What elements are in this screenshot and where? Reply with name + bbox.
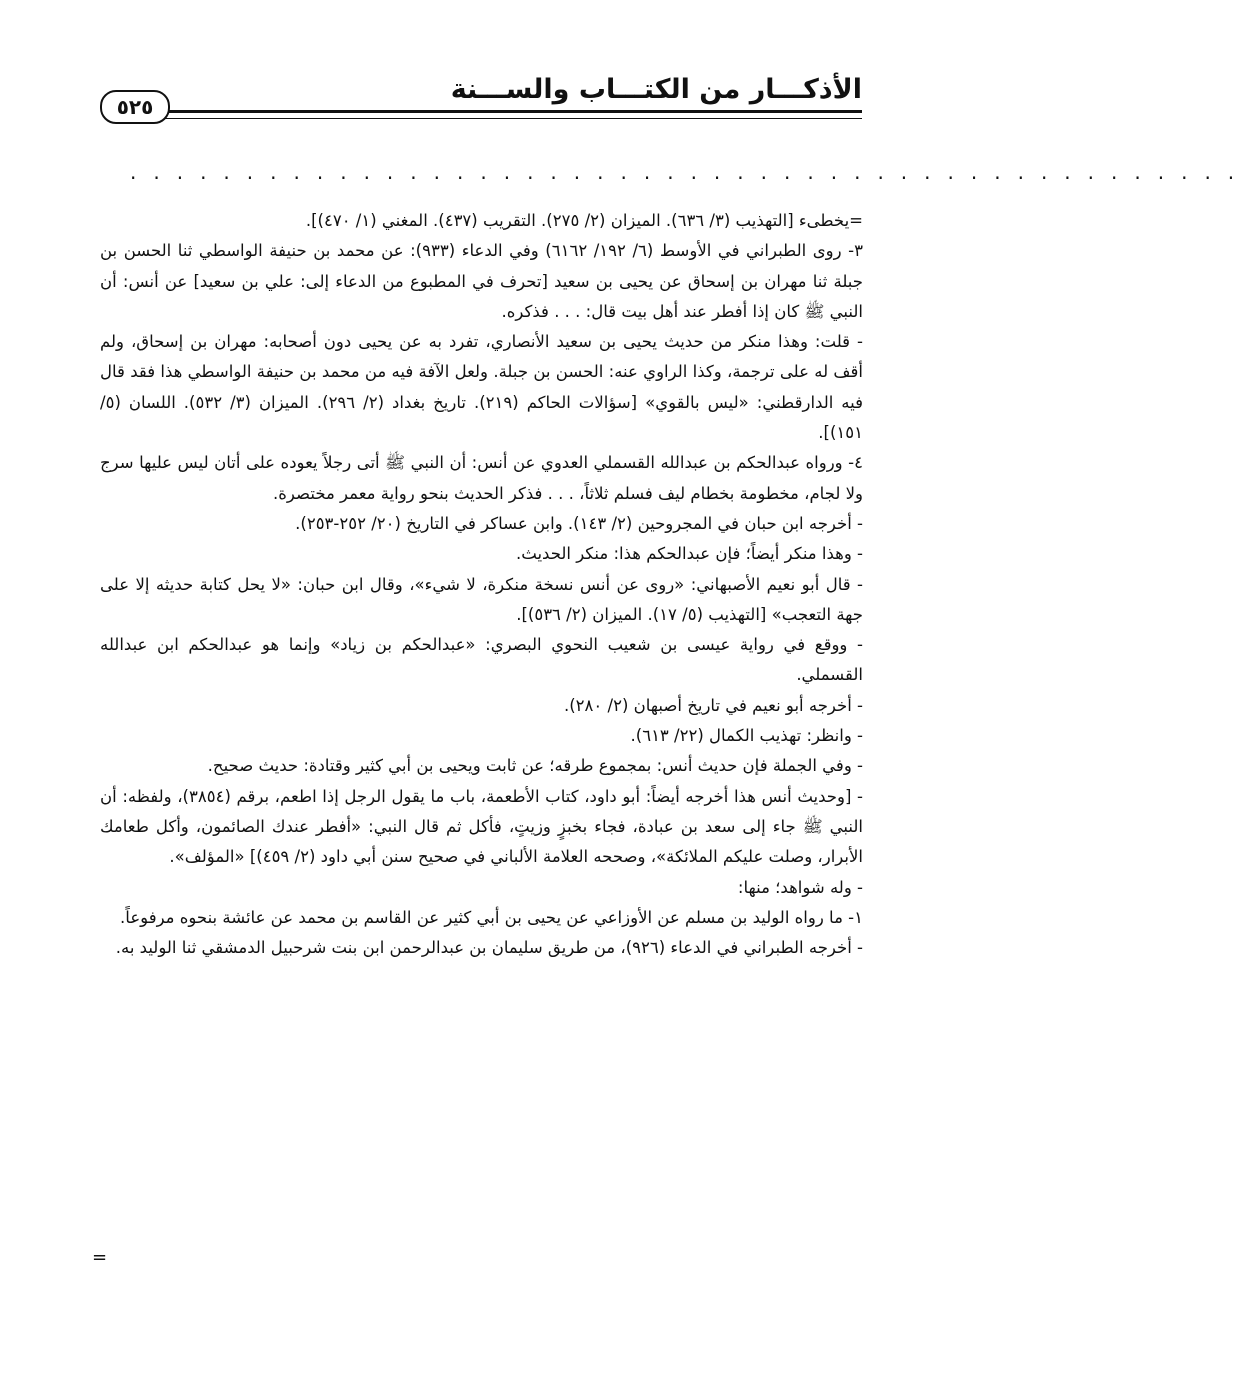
page-header — [100, 72, 862, 132]
running-title: الأذكـــار من الكتـــاب والســـنة — [450, 74, 862, 105]
footnote-body — [100, 206, 863, 963]
footnote-separator: ................................................ — [130, 160, 1251, 184]
paragraph: - أخرجه الطبراني في الدعاء (٩٢٦)، من طريق سليمان بن عبدالرحمن ابن بنت شرحبيل الدمشقي ثنا الوليد به. — [115, 938, 863, 958]
header-rule-thin — [160, 118, 862, 119]
header-rule-thick — [160, 110, 862, 113]
paragraph: - أخرجه ابن حبان في المجروحين (٢/ ١٤٣). وابن عساكر في التاريخ (٢٠/ ٢٥٢-٢٥٣). — [295, 513, 863, 533]
paragraph: - ووقع في رواية عيسى بن شعيب النحوي البصري: «عبدالحكم بن زياد» وإنما هو عبدالحكم ابن عبدالله القسملي. — [100, 635, 863, 685]
continuation-mark: = — [92, 1247, 108, 1268]
paragraph: - قلت: وهذا منكر من حديث يحيى بن سعيد الأنصاري، تفرد به عن يحيى دون أصحابه: مهران بن إسحاق، ولم أقف له على ترجمة، وكذا الراوي عنه: الحسن بن جبلة. ولعل الآفة فيه من محمد بن حنيفة الواسطي هذا فقد قال فيه الدارقطني: «ليس بالقوي» [سؤالات الحاكم (٢١٩). تاريخ بغداد (٢/ ٢٩٦). الميزان (٣/ ٥٣٢). اللسان (٥/ ١٥١)]. — [100, 332, 864, 443]
paragraph: - وانظر: تهذيب الكمال (٢٢/ ٦١٣). — [630, 726, 863, 746]
page-number: ٥٢٥ — [100, 90, 170, 124]
paragraph: ٣- روى الطبراني في الأوسط (٦/ ١٩٢/ ٦١٦٢) وفي الدعاء (٩٣٣): عن محمد بن حنيفة الواسطي ثنا الحسن بن جبلة ثنا مهران بن إسحاق عن يحيى بن سعيد [تحرف في المطبوع من الدعاء إلى: علي بن سعيد] عن أنس: أن النبي ﷺ كان إذا أفطر عند أهل بيت قال: . . . فذكره. — [100, 241, 863, 321]
paragraph: - [وحديث أنس هذا أخرجه أيضاً: أبو داود، كتاب الأطعمة، باب ما يقول الرجل إذا اطعم، برقم (٣٨٥٤)، ولفظه: أن النبي ﷺ جاء إلى سعد بن عبادة، فجاء بخبزٍ وزيتٍ، فأكل ثم قال النبي: «أفطر عندك الصائمون، وأكل طعامك الأبرار، وصلت عليكم الملائكة»، وصححه العلامة الألباني في صحيح سنن أبي داود (٢/ ٤٥٩)] «المؤلف». — [100, 786, 863, 867]
paragraph: - أخرجه أبو نعيم في تاريخ أصبهان (٢/ ٢٨٠). — [563, 695, 863, 715]
paragraph: - وهذا منكر أيضاً؛ فإن عبدالحكم هذا: منكر الحديث. — [516, 544, 863, 564]
paragraph: - وفي الجملة فإن حديث أنس: بمجموع طرقه؛ عن ثابت ويحيى بن أبي كثير وقتادة: حديث صحيح. — [207, 756, 863, 776]
paragraph: - قال أبو نعيم الأصبهاني: «روى عن أنس نسخة منكرة، لا شيء»، وقال ابن حبان: «لا يحل كتابة حديثه إلا على جهة التعجب» [التهذيب (٥/ ١٧). الميزان (٢/ ٥٣٦)]. — [100, 574, 863, 624]
paragraph: ١- ما رواه الوليد بن مسلم عن الأوزاعي عن يحيى بن أبي كثير عن القاسم بن محمد عن عائشة بنحوه مرفوعاً. — [120, 907, 863, 927]
paragraph: =يخطىء [التهذيب (٣/ ٦٣٦). الميزان (٢/ ٢٧٥). التقريب (٤٣٧). المغني (١/ ٤٧٠)]. — [305, 211, 863, 230]
paragraph: - وله شواهد؛ منها: — [737, 877, 863, 897]
paragraph: ٤- ورواه عبدالحكم بن عبدالله القسملي العدوي عن أنس: أن النبي ﷺ أتى رجلاً يعوده على أتان ليس عليها سرج ولا لجام، مخطومة بخطام ليف فسلم ثلاثاً، . . . فذكر الحديث بنحو رواية معمر مختصرة. — [100, 453, 863, 503]
